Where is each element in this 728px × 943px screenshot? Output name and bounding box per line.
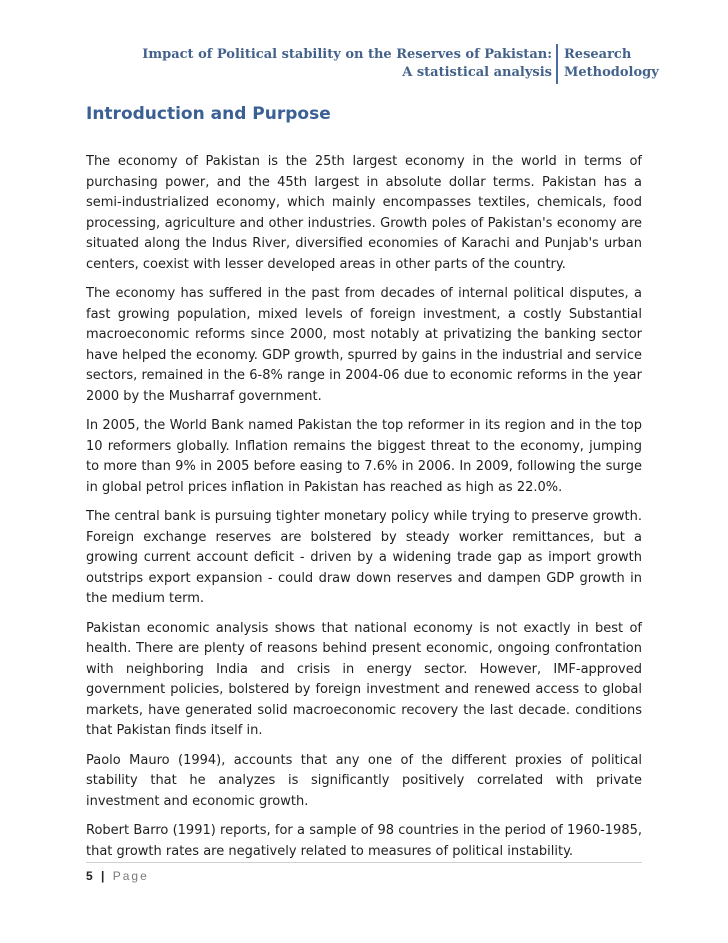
footer-divider xyxy=(86,862,642,863)
paragraph: The economy has suffered in the past from decades of internal political disputes, a fast growing population, mixed levels of foreign investment, a costly Substantial macroeconomic reforms since 2000, most notably at privatizing the banking sector have helped the economy. GDP growth, spurred by gains in the industrial and service sectors, remained in the 6-8% range in 2004-06 due to economic reforms in the year 2000 by the Musharraf government. xyxy=(86,286,642,404)
running-header xyxy=(86,44,659,84)
section-heading: Introduction and Purpose xyxy=(86,104,331,124)
header-document-title xyxy=(86,44,552,86)
header-title-line-2: A statistical analysis xyxy=(402,65,552,80)
header-section-line-1: Research xyxy=(564,47,632,62)
paragraph: The central bank is pursuing tighter monetary policy while trying to preserve growth. Foreign exchange reserves are bolstered by steady worker remittances, but a growing current account deficit - driven by a widening trade gap as import growth outstrips export expansion - could draw down reserves and dampen GDP growth in the medium term. xyxy=(86,509,642,606)
header-divider xyxy=(556,44,558,84)
body-text xyxy=(86,152,642,871)
header-section-line-2: Methodology xyxy=(564,65,659,80)
page-footer xyxy=(86,869,149,883)
header-section-name xyxy=(564,44,674,86)
paragraph: Robert Barro (1991) reports, for a sample of 98 countries in the period of 1960-1985, that growth rates are negatively related to measures of political instability. xyxy=(86,823,642,859)
page-label: Page xyxy=(112,869,149,883)
paragraph: Pakistan economic analysis shows that national economy is not exactly in best of health. There are plenty of reasons behind present economic, ongoing confrontation with neighboring India and crisis in energy sector. However, IMF-approved government policies, bolstered by foreign investment and renewed access to global markets, have generated solid macroeconomic recovery the last decade. conditions that Pakistan finds itself in. xyxy=(86,620,642,738)
paragraph: The economy of Pakistan is the 25th largest economy in the world in terms of purchasing power, and the 45th largest in absolute dollar terms. Pakistan has a semi-industrialized economy, which mainly encompasses textiles, chemicals, food processing, agriculture and other industries. Growth poles of Pakistan's economy are situated along the Indus River, diversified economies of Karachi and Punjab's urban centers, coexist with lesser developed areas in other parts of the country. xyxy=(86,154,642,272)
footer-separator: | xyxy=(101,869,105,883)
paragraph: Paolo Mauro (1994), accounts that any one of the different proxies of political stability that he analyzes is significantly positively correlated with private investment and economic growth. xyxy=(86,752,642,809)
header-title-line-1: Impact of Political stability on the Reserves of Pakistan: xyxy=(142,47,552,62)
paragraph: In 2005, the World Bank named Pakistan the top reformer in its region and in the top 10 reformers globally. Inflation remains the biggest threat to the economy, jumping to more than 9% in 2005 before easing to 7.6% in 2006. In 2009, following the surge in global petrol prices inflation in Pakistan has reached as high as 22.0%. xyxy=(86,418,642,495)
page-number: 5 xyxy=(86,869,93,883)
